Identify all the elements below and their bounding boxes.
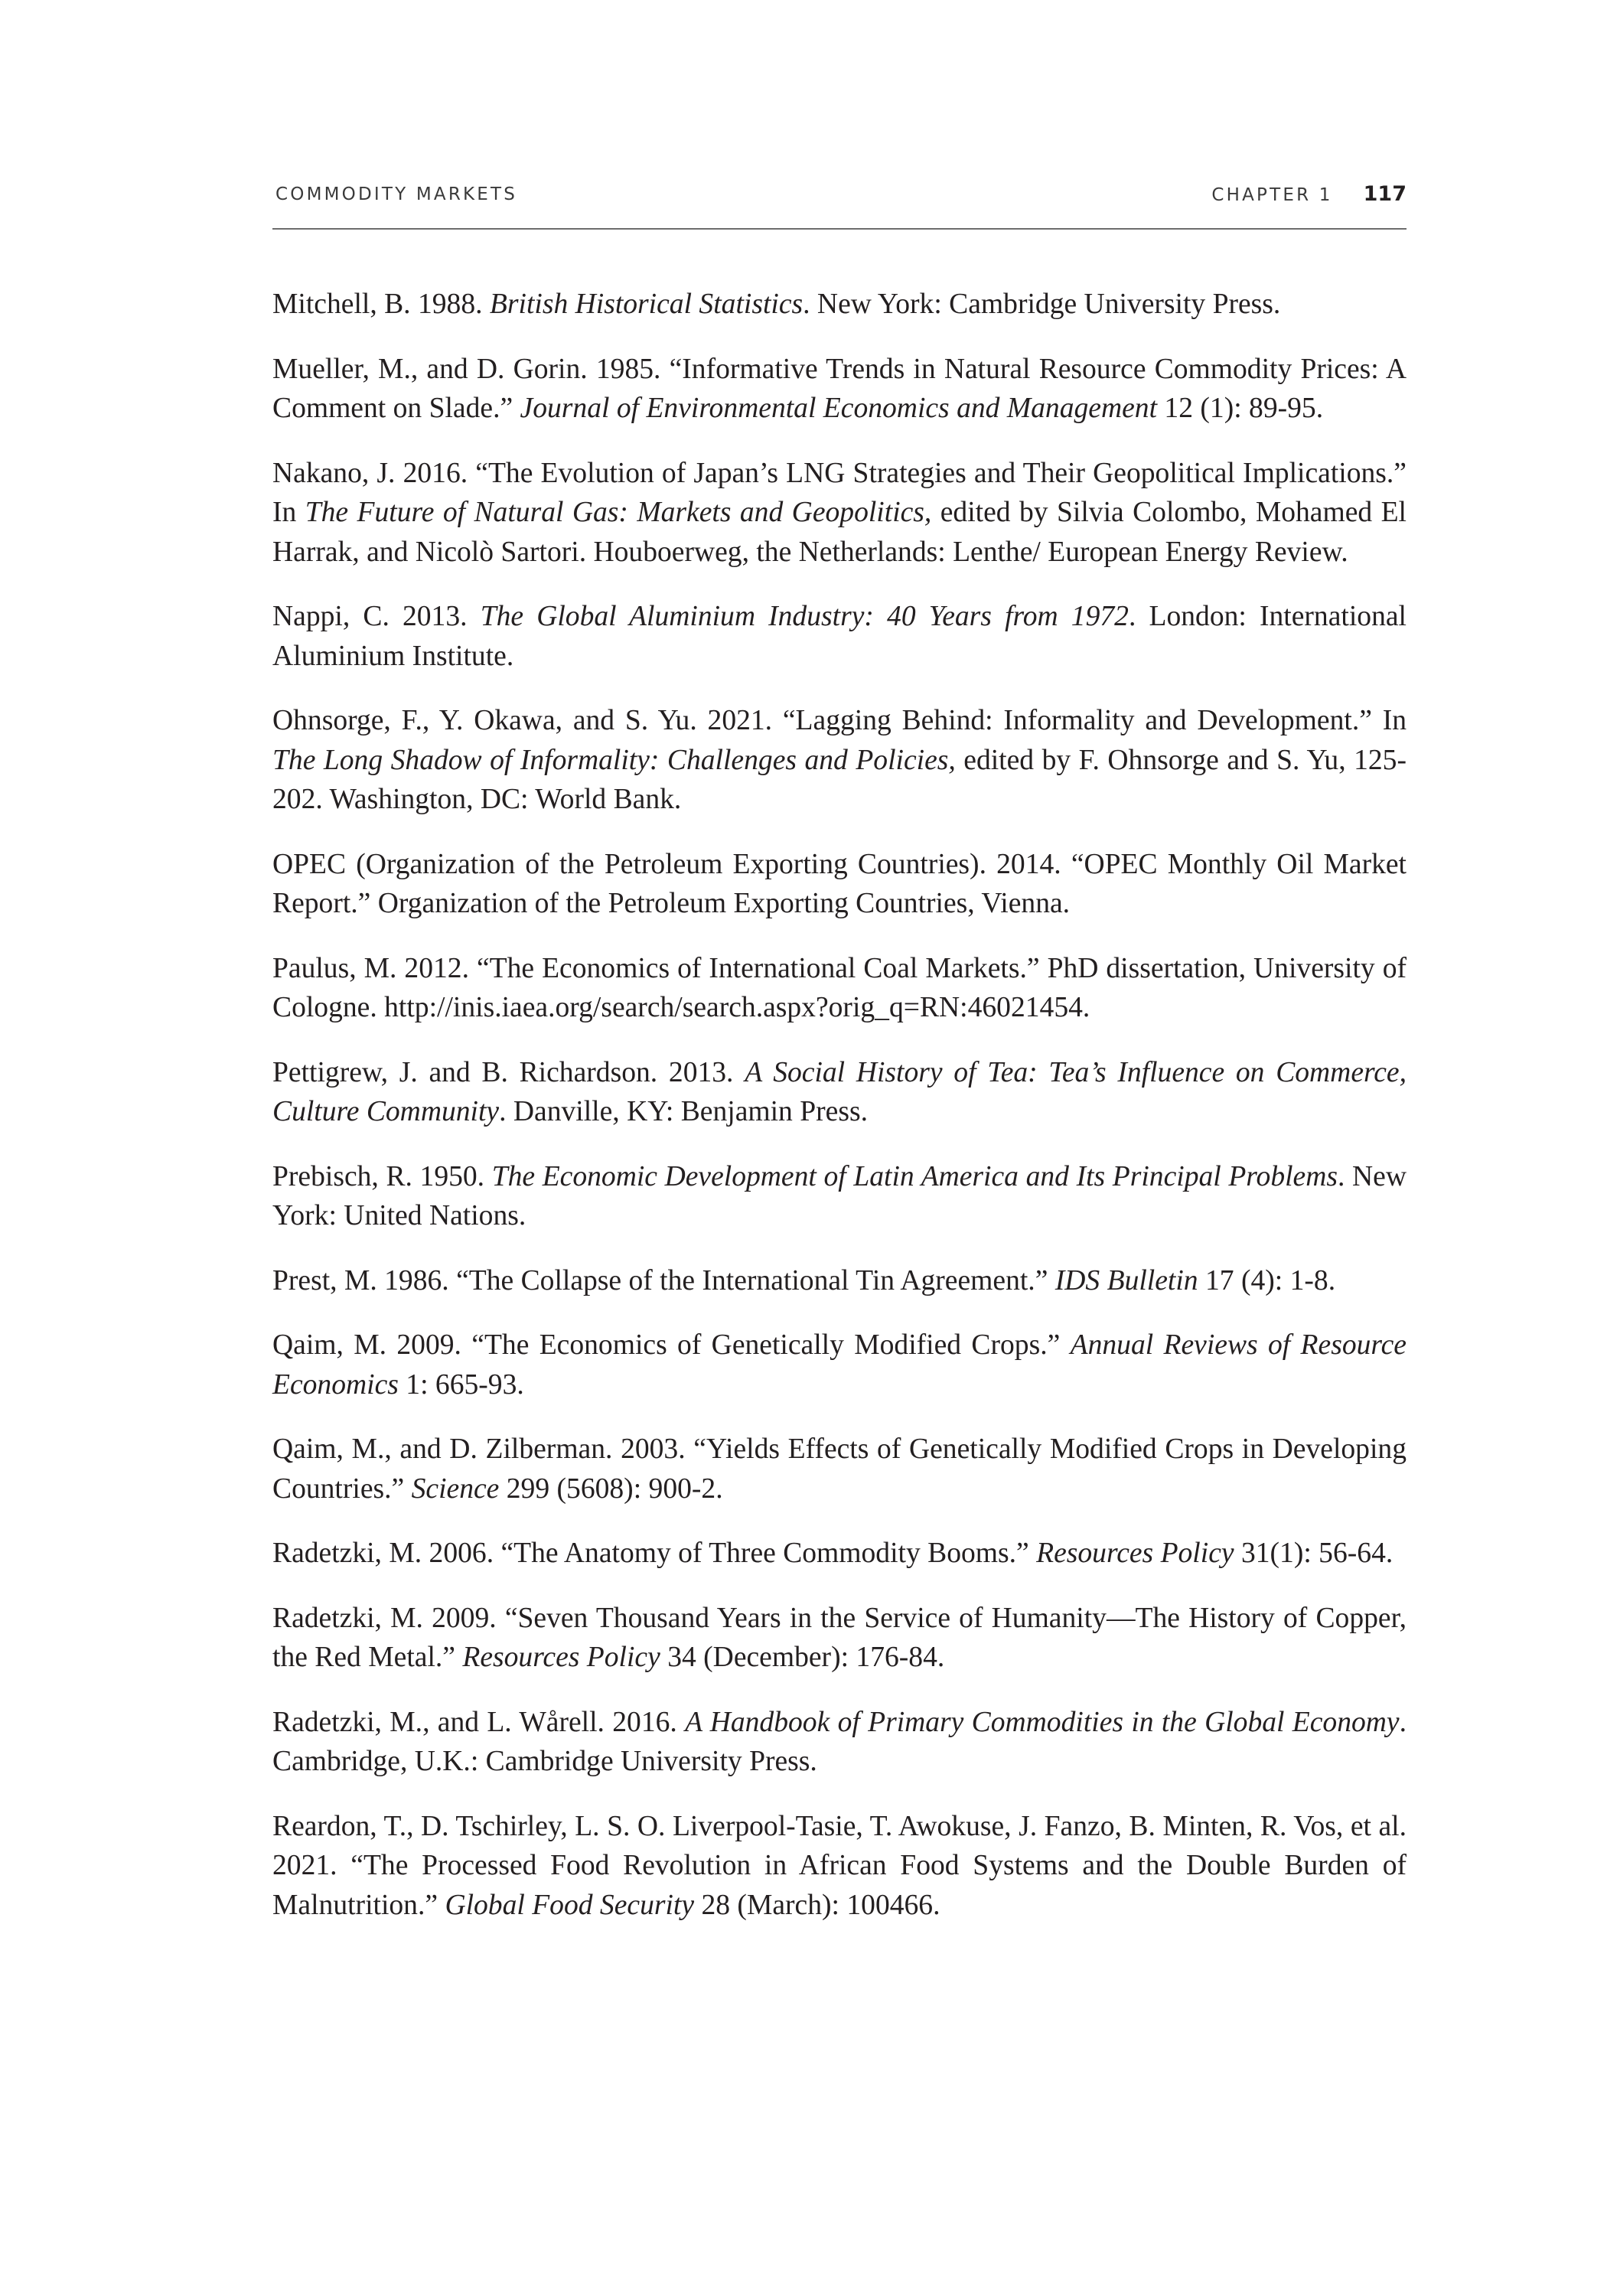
reference-text-segment: Nappi, C. 2013. [272, 601, 481, 632]
reference-list [272, 285, 1407, 1950]
reference-entry [272, 454, 1407, 572]
reference-italic-segment: The Global Aluminium Industry: 40 Years from 1972 [480, 601, 1129, 632]
reference-entry [272, 701, 1407, 820]
reference-text-segment: 28 (March): 100466. [694, 1889, 940, 1921]
reference-text-segment: Ohnsorge, F., Y. Okawa, and S. Yu. 2021. “Lagging Behind: Informality and Development.” In [272, 705, 1407, 736]
reference-entry [272, 1534, 1407, 1574]
reference-text-segment: Radetzki, M. 2006. “The Anatomy of Three Commodity Booms.” [272, 1538, 1037, 1569]
reference-text-segment: Mueller, M., and D. Gorin. 1985. “Informative Trends in Natural Resource Commodity Prices: A Comment on Slade.” [272, 353, 1407, 424]
reference-italic-segment: The Economic Development of Latin America and Its Principal Problems [491, 1160, 1338, 1192]
reference-italic-segment: A Handbook of Primary Commodities in the Global Economy [685, 1706, 1400, 1738]
reference-text-segment: Qaim, M. 2009. “The Economics of Genetically Modified Crops.” [272, 1329, 1071, 1361]
reference-entry [272, 1807, 1407, 1926]
chapter-info [1211, 182, 1407, 206]
reference-entry [272, 1430, 1407, 1508]
reference-text-segment: Pettigrew, J. and B. Richardson. 2013. [272, 1056, 745, 1088]
reference-text-segment: 17 (4): 1-8. [1198, 1264, 1336, 1296]
reference-entry [272, 285, 1407, 325]
reference-text-segment: Nakano, J. 2016. “The Evolution of Japan’s LNG Strategies and Their Geopolitical Implications.” In [272, 457, 1407, 528]
reference-italic-segment: IDS Bulletin [1054, 1264, 1198, 1296]
reference-italic-segment: Global Food Security [445, 1889, 695, 1921]
reference-text-segment: OPEC (Organization of the Petroleum Exporting Countries). 2014. “OPEC Monthly Oil Market Report.” Organization of the Petroleum Exporting Countries, Vienna. [272, 848, 1407, 919]
reference-entry [272, 350, 1407, 429]
reference-entry [272, 597, 1407, 676]
reference-text-segment: Mitchell, B. 1988. [272, 289, 490, 320]
reference-italic-segment: Resources Policy [462, 1642, 660, 1673]
reference-text-segment: Prest, M. 1986. “The Collapse of the International Tin Agreement.” [272, 1264, 1055, 1296]
reference-text-segment: 1: 665-93. [398, 1368, 524, 1401]
reference-text-segment: edited by Silvia Colombo, Mohamed El Harrak, and Nicolò Sartori. Houboerweg, the Netherlands: Lenthe/ European Energy Review. [272, 497, 1407, 568]
reference-text-segment: Prebisch, R. 1950. [272, 1160, 492, 1192]
reference-entry [272, 1261, 1407, 1301]
reference-italic-segment: The Future of Natural Gas: Markets and Geopolitics, [305, 497, 932, 528]
reference-text-segment: Radetzki, M. 2009. “Seven Thousand Years in the Service of Humanity—The History of Copper, the Red Metal.” [272, 1602, 1407, 1673]
reference-entry [272, 1599, 1407, 1678]
reference-text-segment: Reardon, T., D. Tschirley, L. S. O. Liverpool-Tasie, T. Awokuse, J. Fanzo, B. Minten, R. Vos, et al. 2021. “The Processed Food Revolution in African Food Systems and the Double Burden of Malnutrition.” [272, 1810, 1407, 1921]
reference-text-segment: 12 (1): 89-95. [1157, 393, 1324, 424]
reference-text-segment: 34 (December): 176-84. [660, 1642, 945, 1673]
reference-text-segment: . London: International Aluminium Institute. [272, 601, 1407, 672]
reference-text-segment: . New York: Cambridge University Press. [803, 289, 1281, 320]
reference-text-segment: . Danville, KY: Benjamin Press. [499, 1096, 868, 1127]
reference-italic-segment: Resources Policy [1036, 1538, 1234, 1569]
page-number: 117 [1363, 182, 1407, 206]
reference-text-segment: 31(1): 56-64. [1234, 1538, 1393, 1569]
reference-text-segment: 299 (5608): 900-2. [499, 1473, 723, 1505]
reference-text-segment: Qaim, M., and D. Zilberman. 2003. “Yields Effects of Genetically Modified Crops in Developing Countries.” [272, 1433, 1407, 1505]
reference-text-segment: . Cambridge, U.K.: Cambridge University Press. [272, 1706, 1407, 1777]
reference-text-segment: . New York: United Nations. [272, 1160, 1407, 1231]
reference-entry [272, 1157, 1407, 1236]
reference-italic-segment: Annual Reviews of Resource Economics [272, 1329, 1407, 1401]
reference-text-segment: Radetzki, M., and L. Wårell. 2016. [272, 1706, 686, 1738]
reference-italic-segment: A Social History of Tea: Tea’s Influence on Commerce, Culture Community [272, 1056, 1407, 1127]
reference-entry [272, 1326, 1407, 1404]
chapter-label: CHAPTER 1 [1211, 185, 1333, 205]
reference-italic-segment: British Historical Statistics [489, 289, 804, 320]
reference-italic-segment: Science [411, 1473, 500, 1505]
reference-entry [272, 949, 1407, 1028]
running-title: COMMODITY MARKETS [275, 184, 518, 204]
reference-entry [272, 1053, 1407, 1132]
reference-entry [272, 1703, 1407, 1782]
reference-italic-segment: The Long Shadow of Informality: Challenges and Policies, [272, 744, 956, 776]
page-header [272, 182, 1407, 230]
reference-text-segment: Paulus, M. 2012. “The Economics of International Coal Markets.” PhD dissertation, University of Cologne. http://inis.iaea.org/search/search.aspx?orig_q=RN:46021454. [272, 952, 1407, 1023]
reference-italic-segment: Journal of Environmental Economics and Management [520, 393, 1158, 424]
reference-text-segment: edited by F. Ohnsorge and S. Yu, 125-202. Washington, DC: World Bank. [272, 744, 1407, 815]
reference-entry [272, 845, 1407, 924]
